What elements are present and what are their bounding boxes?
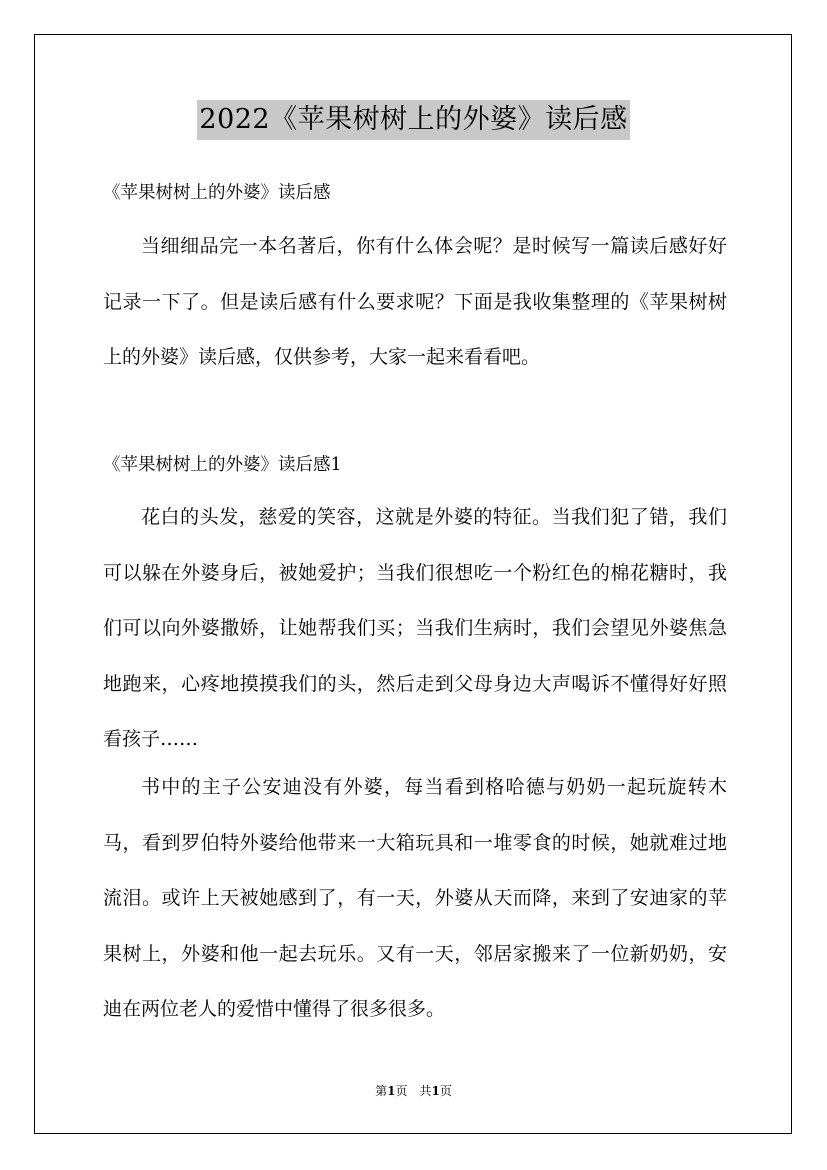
document-title: 2022《苹果树树上的外婆》读后感 — [197, 100, 629, 140]
page-footer — [0, 1083, 827, 1099]
section1-paragraph-1: 花白的头发，慈爱的笑容，这就是外婆的特征。当我们犯了错，我们可以躲在外婆身后，被她爱护；当我们很想吃一个粉红色的棉花糖时，我们可以向外婆撒娇，让她帮我们买；当我们生病时，我们会望见外婆焦急地跑来，心疼地摸摸我们的头，然后走到父母身边大声喝诉不懂得好好照看孩子…… — [103, 506, 727, 750]
intro-paragraph: 当细细品完一本名著后，你有什么体会呢？是时候写一篇读后感好好记录一下了。但是读后感有什么要求呢？下面是我收集整理的《苹果树树上的外婆》读后感，仅供参考，大家一起来看看吧。 — [103, 235, 727, 368]
footer-page-prefix: 第 — [375, 1084, 388, 1098]
footer-page-mid: 页 共 — [395, 1084, 432, 1098]
footer-page-suffix: 页 — [439, 1084, 452, 1098]
section1-heading: 《苹果树树上的外婆》读后感1 — [103, 455, 342, 475]
title-container — [0, 100, 827, 140]
footer-page-current: 1 — [387, 1084, 396, 1098]
section1-paragraph-2: 书中的主子公安迪没有外婆，每当看到格哈德与奶奶一起玩旋转木马，看到罗伯特外婆给他带来一大箱玩具和一堆零食的时候，她就难过地流泪。或许上天被她感到了，有一天，外婆从天而降，来到了安迪家的苹果树上，外婆和他一起去玩乐。又有一天，邻居家搬来了一位新奶奶，安迪在两位老人的爱惜中懂得了很多很多。 — [103, 776, 727, 1020]
intro-heading: 《苹果树树上的外婆》读后感 — [103, 183, 331, 203]
footer-page-total: 1 — [431, 1084, 440, 1098]
